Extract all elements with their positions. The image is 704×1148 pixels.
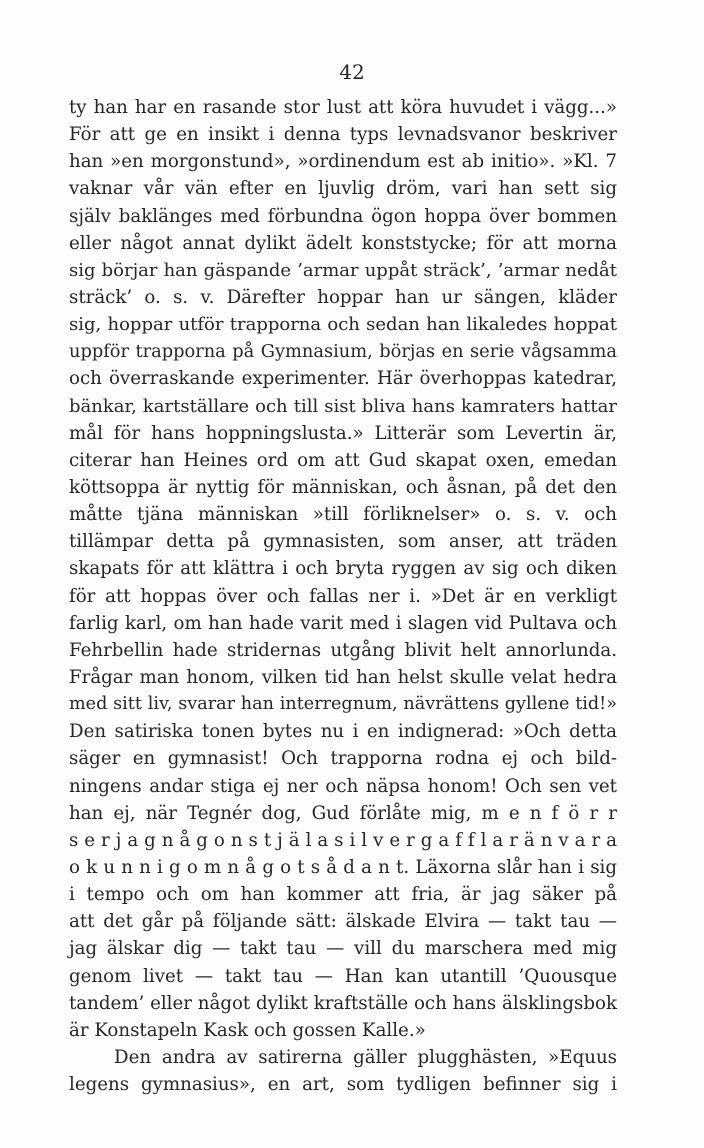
text-line: sträck’ o. s. v. Därefter hoppar han ur sängen, kläder: [69, 286, 617, 308]
text-line: själv baklänges med förbundna ögon hoppa över bommen: [69, 205, 617, 227]
text-line: jag älskar dig — takt tau — vill du marschera med mig: [69, 938, 617, 960]
text-line: att det går på följande sätt: älskade Elvira — takt tau —: [69, 911, 617, 933]
text-line: är Konstapeln Kask och gossen Kalle.»: [69, 1019, 426, 1041]
text-line: tandem’ eller något dylikt kraftställe och hans älsklingsbok: [69, 992, 617, 1014]
text-line: genom livet — takt tau — Han kan utantill ’Quousque: [69, 965, 617, 987]
text-line: han »en morgonstund», »ordinendum est ab initio». »Kl. 7: [69, 151, 617, 173]
text-line: Frågar man honom, vilken tid han helst skulle velat hedra: [69, 666, 617, 688]
text-line: sig börjar han gäspande ’armar uppåt sträck’, ’armar nedåt: [69, 259, 617, 281]
text-line: För att ge en insikt i denna typs levnadsvanor beskriver: [69, 124, 617, 146]
text-line: uppför trapporna på Gymnasium, börjas en serie vågsamma: [69, 341, 617, 363]
page-number: 42: [339, 60, 365, 84]
text-line: och överraskande experimenter. Här överhoppas katedrar,: [69, 368, 617, 390]
text-line: med sitt liv, svarar han interregnum, nävrättens gyllene tid!»: [69, 694, 617, 715]
text-line: legens gymnasius», en art, som tydligen befinner sig i: [69, 1074, 617, 1096]
body-text: [69, 94, 617, 1098]
text-line: skapats för att klättra i och bryta ryggen av sig och diken: [69, 558, 617, 580]
text-line: citerar han Heines ord om att Gud skapat oxen, emedan: [69, 449, 617, 471]
text-line: han ej, när Tegnér dog, Gud förlåte mig, m e n f ö r r: [69, 802, 617, 824]
text-line: Den satiriska tonen bytes nu i en indignerad: »Och detta: [69, 721, 617, 743]
text-line: Fehrbellin hade stridernas utgång blivit helt annorlunda.: [69, 639, 617, 661]
text-line: tillämpar detta på gymnasisten, som anser, att träden: [69, 531, 617, 553]
text-line: farlig karl, om han hade varit med i slagen vid Pultava och: [69, 612, 617, 634]
text-line: för att hoppas över och fallas ner i. »Det är en verkligt: [69, 585, 617, 607]
text-line: eller något annat dylikt ädelt konststycke; för att morna: [69, 232, 617, 254]
text-line: köttsoppa är nyttig för människan, och åsnan, på det den: [69, 476, 617, 498]
text-line: vaknar vår vän efter en ljuvlig dröm, vari han sett sig: [69, 178, 617, 200]
text-line: Den andra av satirerna gäller plugghästen, »Equus: [114, 1046, 617, 1068]
text-line: o k u n n i g o m n å g o t s å d a n t. Läxorna slår han i sig: [69, 856, 617, 878]
text-line: mål för hans hoppningslusta.» Litterär som Levertin är,: [69, 422, 617, 444]
text-line: ningens andar stiga ej ner och näpsa honom! Och sen vet: [69, 775, 617, 797]
text-line: bänkar, kartställare och till sist bliva hans kamraters hattar: [69, 395, 617, 417]
text-line: sig, hoppar utför trapporna och sedan han likaledes hoppat: [69, 314, 617, 336]
text-line: säger en gymnasist! Och trapporna rodna ej och bild-: [69, 748, 617, 770]
text-line: ty han har en rasande stor lust att köra huvudet i vägg...»: [69, 97, 617, 118]
text-line: s e r j a g n å g o n s t j ä l a s i l v e r g a f f l a r ä n v a r a: [69, 829, 617, 851]
text-line: i tempo och om han kommer att fria, är jag säker på: [69, 884, 617, 906]
text-line: måtte tjäna människan »till förliknelser» o. s. v. och: [69, 504, 617, 526]
